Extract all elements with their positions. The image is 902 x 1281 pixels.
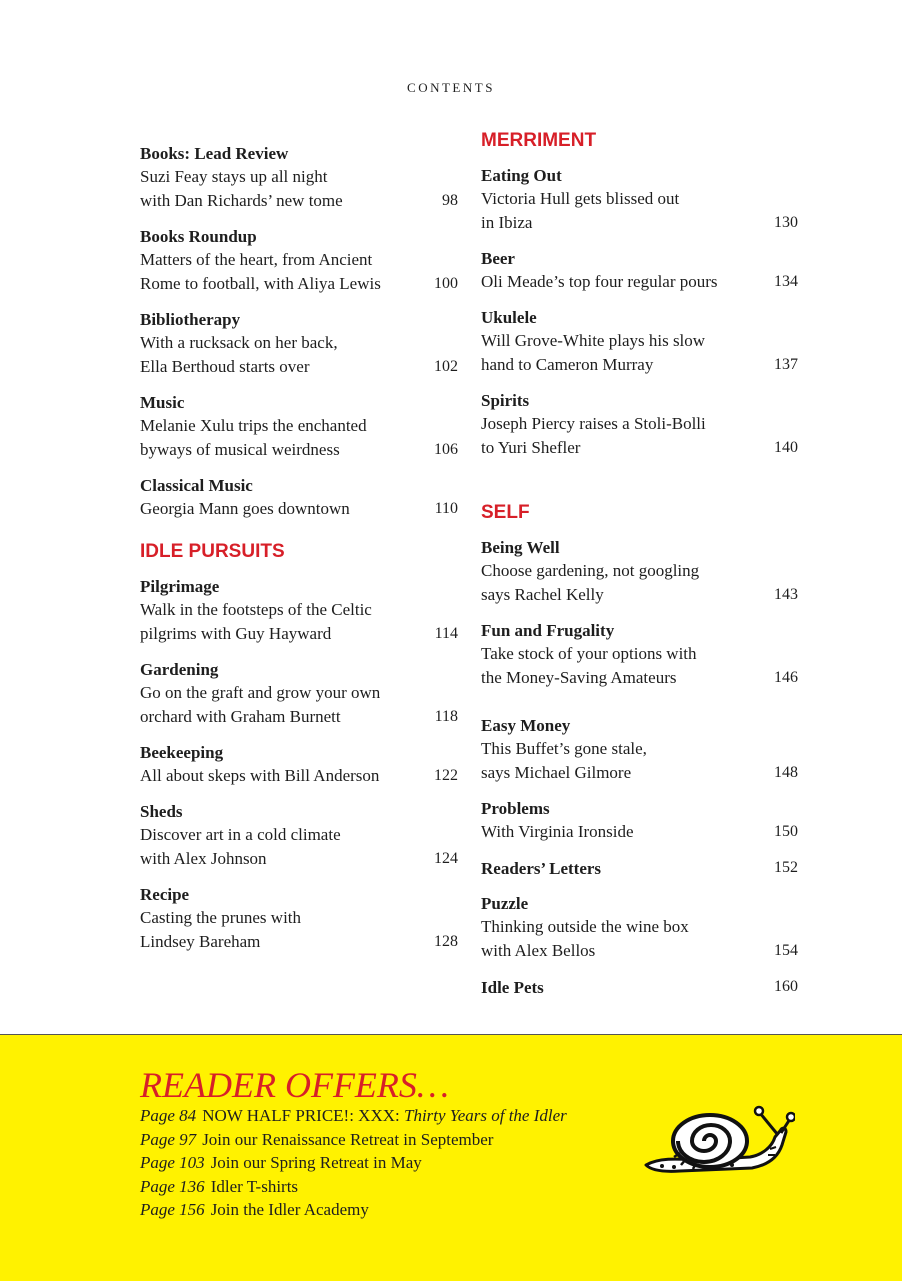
contents-left-column <box>140 142 458 966</box>
offer-page: Page 136 <box>140 1176 205 1196</box>
contents-entry[interactable] <box>481 164 798 235</box>
section-title-self: SELF <box>481 502 530 523</box>
entry-page-number: 134 <box>774 273 798 290</box>
entry-title: Being Well <box>481 538 560 557</box>
contents-entry[interactable] <box>140 800 458 871</box>
offer-page: Page 103 <box>140 1153 205 1172</box>
contents-entry[interactable] <box>140 225 458 296</box>
offer-item[interactable] <box>140 1198 567 1222</box>
offer-text: Join the Idler Academy <box>210 1200 369 1219</box>
entry-description: Thinking outside the wine box with Alex Bellos <box>481 917 689 960</box>
entry-title: Easy Money <box>481 716 571 735</box>
entry-page-number: 98 <box>442 192 458 209</box>
entry-page-number: 148 <box>774 764 798 781</box>
entry-title: Books Roundup <box>140 227 257 246</box>
entry-description: Oli Meade’s top four regular pours <box>481 272 718 291</box>
contents-right-column <box>481 128 798 1011</box>
entry-page-number: 137 <box>774 356 798 373</box>
entry-title: Sheds <box>140 802 183 821</box>
contents-entry[interactable] <box>481 247 798 294</box>
section-title-merriment: MERRIMENT <box>481 130 597 151</box>
contents-entry[interactable] <box>140 142 458 213</box>
entry-page-number: 122 <box>434 767 458 784</box>
contents-entry[interactable] <box>481 714 798 785</box>
entry-description: Discover art in a cold climate with Alex Johnson <box>140 825 341 868</box>
offer-text: Idler T-shirts <box>210 1176 299 1196</box>
offer-page: Page 97 <box>140 1129 197 1149</box>
entry-page-number: 150 <box>774 823 798 840</box>
entry-title: Puzzle <box>481 894 529 913</box>
entry-description: Walk in the footsteps of the Celtic pilgrims with Guy Hayward <box>140 600 372 643</box>
reader-offers-panel <box>0 1034 902 1281</box>
entry-description: With Virginia Ironside <box>481 822 634 841</box>
contents-entry[interactable] <box>481 797 798 844</box>
contents-entry[interactable] <box>481 536 798 607</box>
entry-title: Idle Pets <box>481 978 544 997</box>
entry-title: Problems <box>481 799 550 818</box>
section-title-idle-pursuits: IDLE PURSUITS <box>140 541 285 562</box>
entry-title: Recipe <box>140 885 190 904</box>
entry-description: Victoria Hull gets blissed out in Ibiza <box>481 189 680 232</box>
entry-title: Gardening <box>140 660 219 679</box>
offer-page: Page 84 <box>140 1106 197 1125</box>
reader-offers-title: READER OFFERS… <box>140 1065 449 1105</box>
offer-italic-text: Thirty Years of the Idler <box>404 1106 567 1125</box>
entry-title: Books: Lead Review <box>140 144 289 163</box>
snail-icon <box>640 1105 795 1180</box>
offer-text: Join our Spring Retreat in May <box>210 1153 422 1172</box>
entry-description: All about skeps with Bill Anderson <box>140 766 380 785</box>
offer-item[interactable] <box>140 1104 567 1128</box>
contents-entry[interactable] <box>140 474 458 521</box>
entry-page-number: 143 <box>774 586 798 603</box>
entry-description: Will Grove-White plays his slow hand to Cameron Murray <box>481 331 706 374</box>
contents-entry-idle-pets[interactable] <box>481 975 798 999</box>
offer-item[interactable] <box>140 1151 567 1175</box>
entry-title: Ukulele <box>481 308 537 327</box>
entry-page-number: 114 <box>434 625 458 642</box>
entry-page-number: 146 <box>774 669 798 686</box>
contents-entry[interactable] <box>481 619 798 690</box>
entry-title: Spirits <box>481 391 530 410</box>
entry-title: Pilgrimage <box>140 577 220 596</box>
entry-title: Music <box>140 393 185 412</box>
entry-title: Fun and Frugality <box>481 621 615 640</box>
contents-entry-puzzle[interactable] <box>481 892 798 963</box>
entry-page-number: 152 <box>774 859 798 876</box>
entry-description: Matters of the heart, from Ancient Rome to football, with Aliya Lewis <box>140 250 381 293</box>
offer-item[interactable] <box>140 1128 567 1152</box>
entry-page-number: 154 <box>774 942 798 959</box>
entry-description: Georgia Mann goes downtown <box>140 499 350 518</box>
entry-page-number: 100 <box>434 275 458 292</box>
entry-description: Take stock of your options with the Money-Saving Amateurs <box>481 644 697 687</box>
entry-description: With a rucksack on her back, Ella Berthoud starts over <box>140 333 338 376</box>
offer-page: Page 156 <box>140 1200 205 1219</box>
page-heading: CONTENTS <box>407 80 495 95</box>
entry-page-number: 124 <box>434 850 458 867</box>
entry-page-number: 140 <box>774 439 798 456</box>
entry-description: Go on the graft and grow your own orchard with Graham Burnett <box>140 683 381 726</box>
contents-entry[interactable] <box>140 308 458 379</box>
offer-text: NOW HALF PRICE!: XXX: <box>202 1106 400 1125</box>
contents-entry[interactable] <box>140 741 458 788</box>
offer-item[interactable] <box>140 1175 567 1199</box>
entry-title: Readers’ Letters <box>481 859 602 878</box>
entry-title: Beer <box>481 249 515 268</box>
offer-text: Join our Renaissance Retreat in September <box>202 1129 494 1149</box>
entry-description: Suzi Feay stays up all night with Dan Richards’ new tome <box>140 167 343 210</box>
contents-entry[interactable] <box>481 306 798 377</box>
entry-page-number: 102 <box>434 358 458 375</box>
reader-offers-list <box>140 1104 567 1222</box>
entry-description: Casting the prunes with Lindsey Bareham <box>140 908 302 951</box>
contents-entry[interactable] <box>140 658 458 729</box>
entry-title: Eating Out <box>481 166 562 185</box>
entry-page-number: 160 <box>774 978 798 995</box>
entry-page-number: 118 <box>434 708 458 725</box>
contents-entry-readers-letters[interactable] <box>481 856 798 880</box>
entry-description: Choose gardening, not googling says Rachel Kelly <box>481 561 700 604</box>
entry-page-number: 110 <box>434 500 458 517</box>
entry-page-number: 130 <box>774 214 798 231</box>
entry-description: This Buffet’s gone stale, says Michael Gilmore <box>481 739 647 782</box>
contents-entry[interactable] <box>481 389 798 460</box>
entry-description: Melanie Xulu trips the enchanted byways of musical weirdness <box>140 416 367 459</box>
entry-title: Classical Music <box>140 476 253 495</box>
entry-page-number: 106 <box>434 441 458 458</box>
contents-entry[interactable] <box>140 391 458 462</box>
contents-entry[interactable] <box>140 575 458 646</box>
entry-title: Beekeeping <box>140 743 224 762</box>
entry-page-number: 128 <box>434 933 458 950</box>
entry-title: Bibliotherapy <box>140 310 241 329</box>
entry-description: Joseph Piercy raises a Stoli-Bolli to Yuri Shefler <box>481 414 706 457</box>
contents-entry[interactable] <box>140 883 458 954</box>
